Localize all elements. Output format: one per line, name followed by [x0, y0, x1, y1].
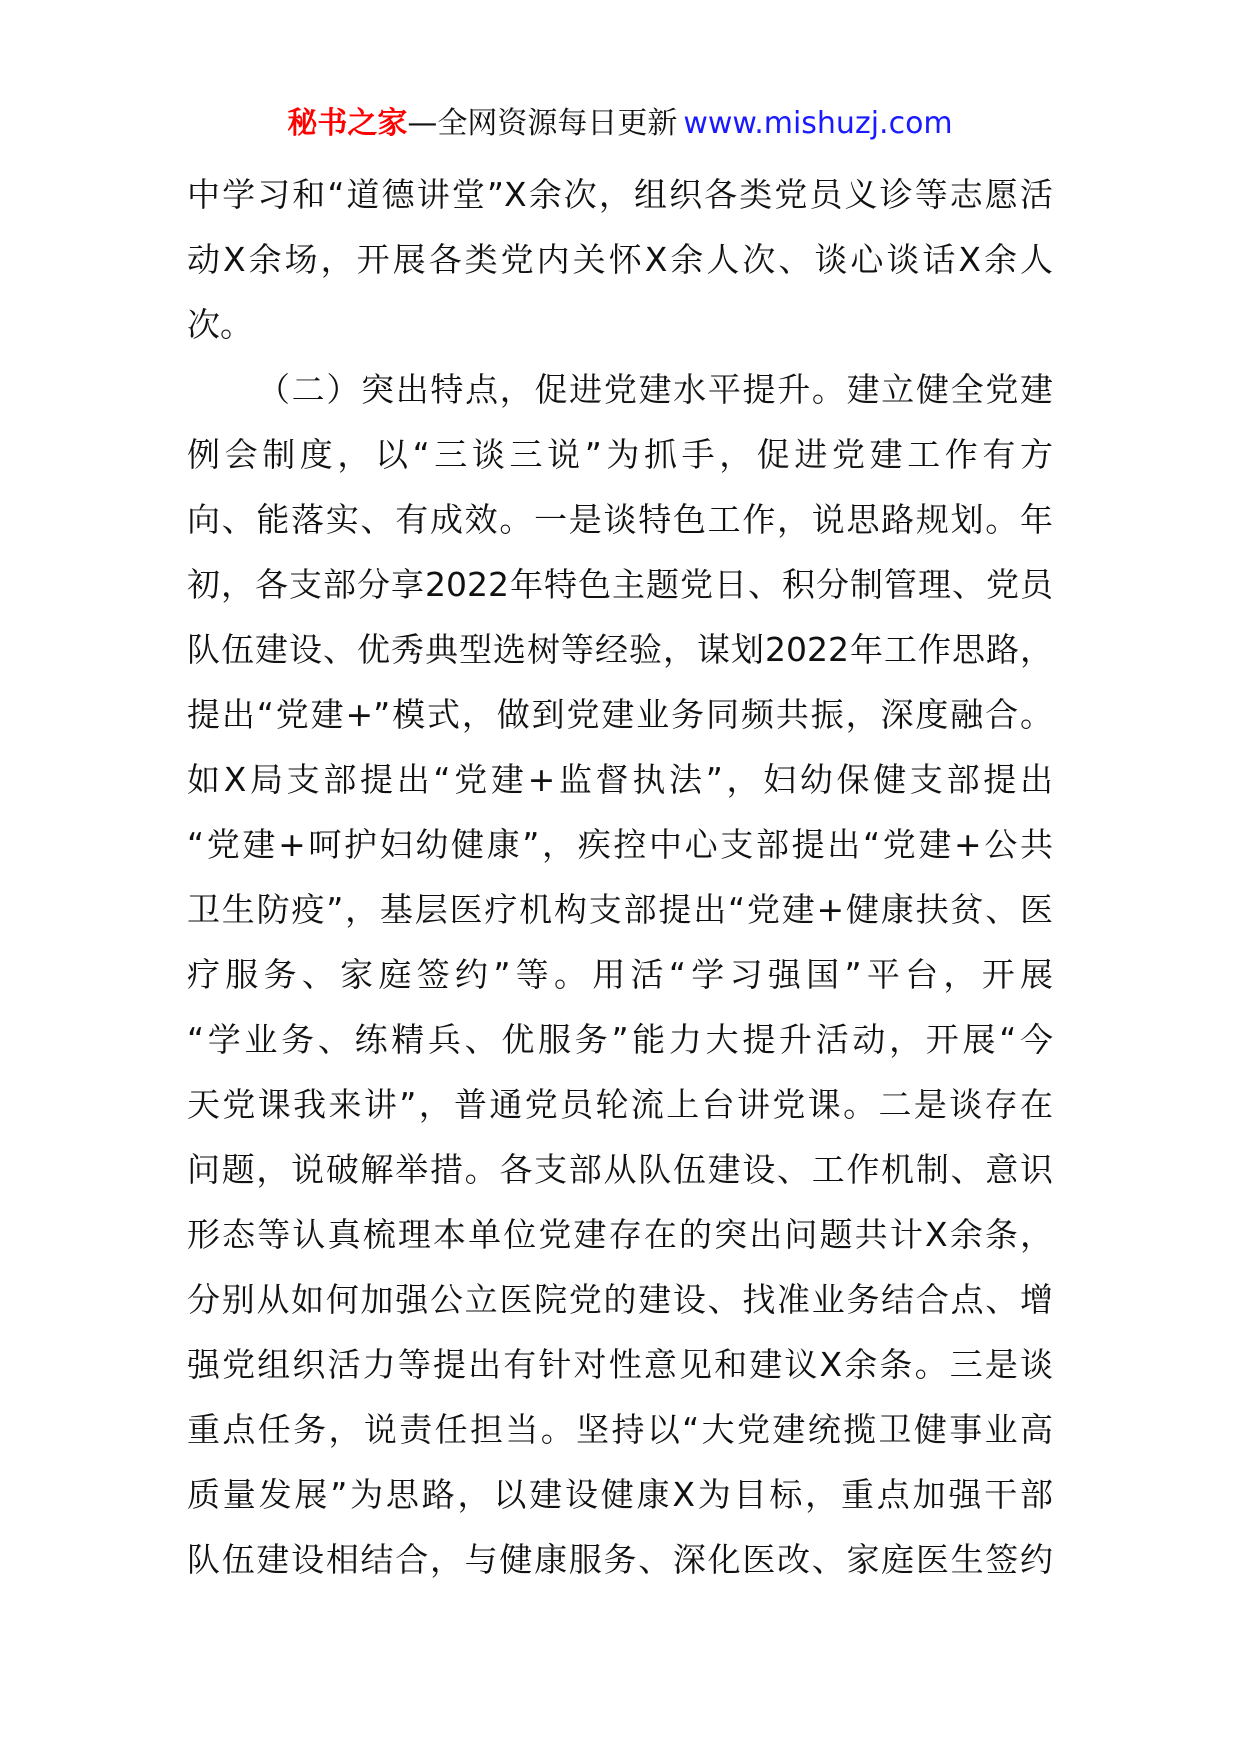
section-heading-line: （二）突出特点，促进党建水平提升。建立健全党建	[257, 370, 1053, 409]
text-line: 动X余场，开展各类党内关怀X余人次、谈心谈话X余人	[187, 240, 1053, 279]
text-line: 初，各支部分享2022年特色主题党日、积分制管理、党员	[187, 565, 1053, 604]
text-line: 重点任务，说责任担当。坚持以“大党建统揽卫健事业高	[187, 1410, 1053, 1449]
text-line: 队伍建设、优秀典型选树等经验，谋划2022年工作思路，	[187, 630, 1053, 669]
text-line: 卫生防疫”，基层医疗机构支部提出“党建+健康扶贫、医	[187, 890, 1053, 929]
text-line: 中学习和“道德讲堂”X余次，组织各类党员义诊等志愿活	[187, 175, 1053, 214]
text-line: 天党课我来讲”，普通党员轮流上台讲党课。二是谈存在	[187, 1085, 1053, 1124]
text-line: 提出“党建+”模式，做到党建业务同频共振，深度融合。	[187, 695, 1053, 734]
body-text	[187, 162, 1053, 1592]
text-line: 如X局支部提出“党建+监督执法”，妇幼保健支部提出	[187, 760, 1053, 799]
text-line: “学业务、练精兵、优服务”能力大提升活动，开展“今	[187, 1020, 1053, 1059]
text-line: 质量发展”为思路，以建设健康X为目标，重点加强干部	[187, 1475, 1053, 1514]
text-line: 队伍建设相结合，与健康服务、深化医改、家庭医生签约	[187, 1540, 1053, 1579]
page-header	[0, 100, 1240, 148]
text-line: 强党组织活力等提出有针对性意见和建议X余条。三是谈	[187, 1345, 1053, 1384]
text-line: 问题，说破解举措。各支部从队伍建设、工作机制、意识	[187, 1150, 1053, 1189]
website-link[interactable]: www.mishuzj.com	[683, 106, 953, 141]
text-line: 向、能落实、有成效。一是谈特色工作，说思路规划。年	[187, 500, 1053, 539]
text-line: “党建+呵护妇幼健康”，疾控中心支部提出“党建+公共	[187, 825, 1053, 864]
brand-name: 秘书之家	[287, 106, 408, 141]
text-line: 次。	[187, 305, 253, 344]
text-line: 分别从如何加强公立医院党的建设、找准业务结合点、增	[187, 1280, 1053, 1319]
text-line: 形态等认真梳理本单位党建存在的突出问题共计X余条，	[187, 1215, 1053, 1254]
text-line: 例会制度，以“三谈三说”为抓手，促进党建工作有方	[187, 435, 1053, 474]
text-line: 疗服务、家庭签约”等。用活“学习强国”平台，开展	[187, 955, 1053, 994]
header-tagline: —全网资源每日更新	[407, 106, 678, 141]
